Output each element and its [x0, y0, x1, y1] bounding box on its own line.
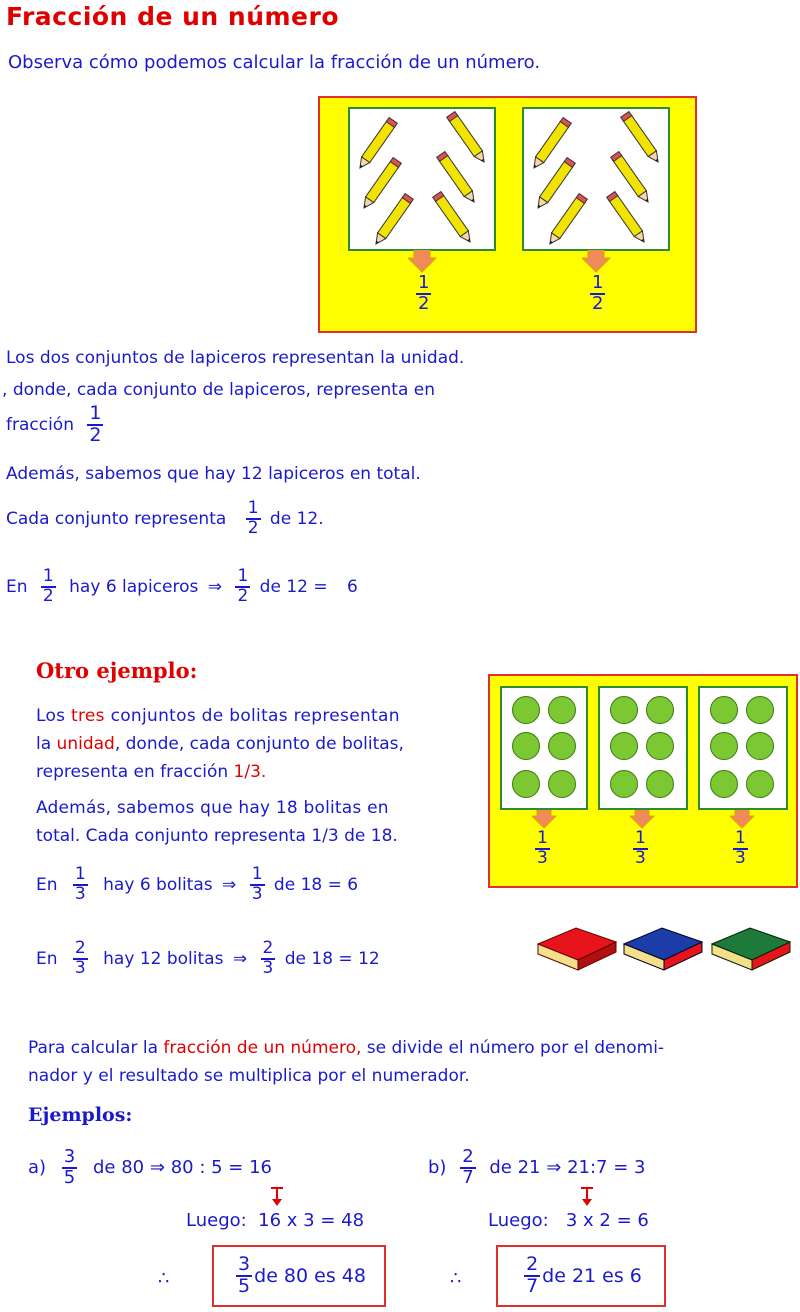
down-arrow-icon — [408, 250, 438, 274]
example-a-line: a) $\frac{3}{5}$ de 80 ⇒ 80 : 5 = 16 — [28, 1146, 272, 1188]
fraction-label: $\frac{1}{3}$ — [735, 828, 746, 868]
therefore-icon: ∴ — [450, 1268, 462, 1289]
ball — [710, 770, 738, 798]
ball — [746, 770, 774, 798]
rule-line-2: nador y el resultado se multiplica por el numerador. — [28, 1066, 470, 1086]
otro-para-4: Además, sabemos que hay 18 bolitas en — [36, 798, 389, 818]
otro-para-5: total. Cada conjunto representa 1/3 de 18. — [36, 826, 398, 846]
ball — [548, 770, 576, 798]
red-arrow-icon — [270, 1186, 284, 1208]
fraction-label: $\frac{1}{2}$ — [592, 272, 604, 314]
example-a-luego: Luego: 16 x 3 = 48 — [186, 1210, 365, 1231]
otro-eq-1: En $\frac{1}{3}$ hay 6 bolitas ⇒ $\frac{1}{3}$ de 18 = 6 — [36, 864, 359, 904]
red-arrow-icon — [580, 1186, 594, 1208]
ball — [746, 732, 774, 760]
fraction-label: $\frac{1}{3}$ — [537, 828, 548, 868]
explain-line-1: Los dos conjuntos de lapiceros representan la unidad. — [6, 348, 465, 368]
green-book-icon — [710, 924, 792, 974]
blue-book-icon — [622, 924, 704, 974]
ball — [646, 696, 674, 724]
ball — [710, 696, 738, 724]
ball — [746, 696, 774, 724]
otro-para-3: representa en fracción 1/3. — [36, 762, 267, 782]
ball-set-1 — [500, 686, 588, 810]
ball — [646, 770, 674, 798]
ball — [610, 696, 638, 724]
down-arrow-icon — [532, 810, 558, 830]
otro-heading: Otro ejemplo: — [36, 658, 198, 683]
fraction-label: $\frac{1}{3}$ — [635, 828, 646, 868]
ball — [610, 732, 638, 760]
red-book-icon — [536, 924, 618, 974]
example-b-line: b) $\frac{2}{7}$ de 21 ⇒ 21:7 = 3 — [428, 1146, 646, 1188]
otro-para-2: la unidad, donde, cada conjunto de bolitas, — [36, 734, 404, 754]
otro-eq-2: En $\frac{2}{3}$ hay 12 bolitas ⇒ $\frac{2}{3}$ de 18 = 12 — [36, 938, 380, 978]
ball — [512, 770, 540, 798]
balls-panel — [488, 674, 798, 888]
ball — [610, 770, 638, 798]
therefore-icon: ∴ — [158, 1268, 170, 1289]
pencil-set-1 — [348, 107, 496, 251]
fraction-label: $\frac{1}{2}$ — [418, 272, 430, 314]
example-b-answer: $\frac{2}{7}$ de 21 es 6 — [496, 1245, 666, 1307]
ball — [710, 732, 738, 760]
example-a-answer: $\frac{3}{5}$ de 80 es 48 — [212, 1245, 386, 1307]
otro-para-1: Los tres conjuntos de bolitas representan — [36, 706, 400, 726]
down-arrow-icon — [630, 810, 656, 830]
rule-line-1: Para calcular la fracción de un número, se divide el número por el denomi- — [28, 1038, 665, 1058]
ball-set-2 — [598, 686, 688, 810]
pencil-icons — [350, 109, 494, 249]
intro-text: Observa cómo podemos calcular la fracción de un número. — [8, 52, 541, 73]
pencil-set-2 — [522, 107, 670, 251]
explain-line-5: Cada conjunto representa $\frac{1}{2}$ de 12. — [6, 498, 324, 538]
example-b-luego: Luego: 3 x 2 = 6 — [488, 1210, 649, 1231]
explain-line-4: Además, sabemos que hay 12 lapiceros en total. — [6, 464, 421, 484]
down-arrow-icon — [582, 250, 612, 274]
explain-line-2: , donde, cada conjunto de lapiceros, representa en — [2, 380, 436, 400]
ejemplos-heading: Ejemplos: — [28, 1104, 133, 1126]
ball-set-3 — [698, 686, 788, 810]
pencils-panel — [318, 96, 697, 333]
down-arrow-icon — [730, 810, 756, 830]
explain-line-6: En $\frac{1}{2}$ hay 6 lapiceros ⇒ $\frac{1}{2}$ de 12 = 6 — [6, 566, 358, 606]
ball — [646, 732, 674, 760]
page-title: Fracción de un número — [6, 2, 340, 31]
ball — [548, 732, 576, 760]
ball — [512, 696, 540, 724]
explain-line-3: fracción $\frac{1}{2}$ — [6, 402, 102, 446]
pencil-icons — [524, 109, 668, 249]
ball — [512, 732, 540, 760]
ball — [548, 696, 576, 724]
